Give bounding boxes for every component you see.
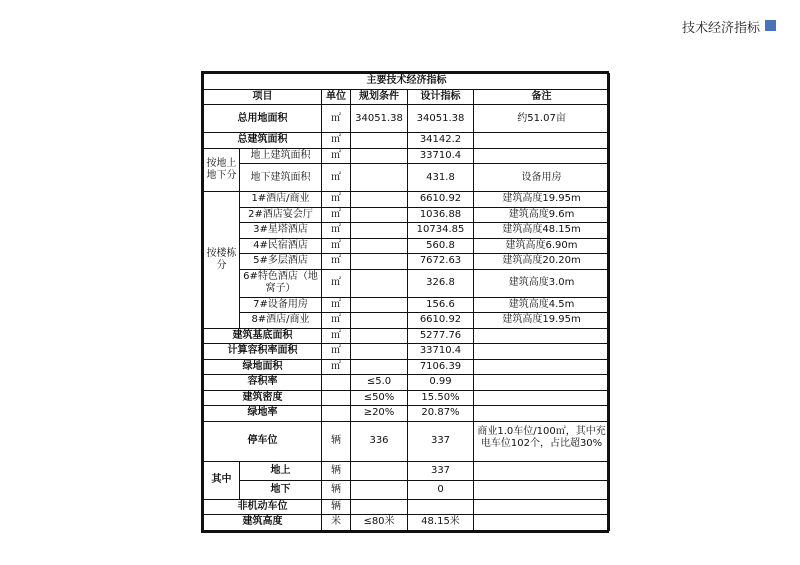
row-design: 431.8	[408, 164, 474, 192]
row-note: 约51.07亩	[474, 105, 610, 133]
row-label: 1#酒店/商业	[240, 192, 322, 208]
row-design: 6610.92	[408, 313, 474, 329]
row-note	[474, 133, 610, 149]
row-unit: ㎡	[322, 223, 351, 239]
tech-econ-table	[201, 71, 609, 533]
header-square-icon	[765, 20, 776, 31]
row-label: 地上建筑面积	[240, 148, 322, 164]
row-design: 7672.63	[408, 254, 474, 270]
row-design: 337	[408, 421, 474, 461]
row-label: 地上	[240, 461, 322, 480]
row-unit: 辆	[322, 499, 351, 515]
row-note	[474, 499, 610, 515]
row-plan	[351, 207, 408, 223]
row-plan	[351, 344, 408, 360]
row-note: 建筑高度4.5m	[474, 297, 610, 313]
row-note	[474, 515, 610, 531]
row-note	[474, 375, 610, 391]
row-note: 建筑高度3.0m	[474, 269, 610, 297]
row-plan	[351, 313, 408, 329]
row-label: 绿地率	[204, 406, 322, 422]
row-design: 6610.92	[408, 192, 474, 208]
row-note	[474, 328, 610, 344]
row-label: 容积率	[204, 375, 322, 391]
row-label: 地下建筑面积	[240, 164, 322, 192]
row-plan	[351, 269, 408, 297]
row-unit	[322, 375, 351, 391]
row-label: 3#星塔酒店	[240, 223, 322, 239]
row-label: 总用地面积	[204, 105, 322, 133]
row-label: 建筑密度	[204, 390, 322, 406]
row-plan	[351, 461, 408, 480]
row-note	[474, 390, 610, 406]
row-note: 建筑高度9.6m	[474, 207, 610, 223]
row-label: 计算容积率面积	[204, 344, 322, 360]
row-unit: 米	[322, 515, 351, 531]
row-design: 0.99	[408, 375, 474, 391]
row-plan	[351, 254, 408, 270]
row-note: 建筑高度19.95m	[474, 313, 610, 329]
row-design: 326.8	[408, 269, 474, 297]
table-caption: 主要技术经济指标	[204, 74, 610, 90]
row-design: 5277.76	[408, 328, 474, 344]
row-unit: ㎡	[322, 254, 351, 270]
row-label: 地下	[240, 480, 322, 499]
col-header-unit: 单位	[322, 89, 351, 105]
row-unit	[322, 390, 351, 406]
row-plan	[351, 223, 408, 239]
row-design: 7106.39	[408, 359, 474, 375]
row-label: 5#多层酒店	[240, 254, 322, 270]
row-label: 6#特色酒店（地窝子）	[240, 269, 322, 297]
row-unit: ㎡	[322, 269, 351, 297]
row-label: 8#酒店/商业	[240, 313, 322, 329]
row-note: 建筑高度19.95m	[474, 192, 610, 208]
row-design: 156.6	[408, 297, 474, 313]
row-label: 绿地面积	[204, 359, 322, 375]
header-title: 技术经济指标	[681, 21, 760, 36]
row-note	[474, 148, 610, 164]
row-note: 建筑高度6.90m	[474, 238, 610, 254]
row-plan	[351, 238, 408, 254]
row-unit: ㎡	[322, 313, 351, 329]
group-label: 按楼栋分	[204, 192, 240, 329]
row-note: 建筑高度20.20m	[474, 254, 610, 270]
row-label: 建筑高度	[204, 515, 322, 531]
row-design: 33710.4	[408, 344, 474, 360]
row-design: 34051.38	[408, 105, 474, 133]
row-label: 4#民宿酒店	[240, 238, 322, 254]
row-unit: ㎡	[322, 148, 351, 164]
row-plan	[351, 499, 408, 515]
row-unit: ㎡	[322, 297, 351, 313]
col-header-design: 设计指标	[408, 89, 474, 105]
row-unit: 辆	[322, 480, 351, 499]
row-design: 33710.4	[408, 148, 474, 164]
row-note: 设备用房	[474, 164, 610, 192]
row-label: 建筑基底面积	[204, 328, 322, 344]
row-plan	[351, 297, 408, 313]
col-header-item: 项目	[204, 89, 322, 105]
row-plan	[351, 148, 408, 164]
group-label: 其中	[204, 461, 240, 499]
row-plan: 336	[351, 421, 408, 461]
row-unit: 辆	[322, 421, 351, 461]
row-plan	[351, 192, 408, 208]
row-plan	[351, 328, 408, 344]
col-header-note: 备注	[474, 89, 610, 105]
row-note: 商业1.0车位/100㎡，其中充电车位102个，占比超30%	[474, 421, 610, 461]
row-unit: ㎡	[322, 133, 351, 149]
row-note	[474, 344, 610, 360]
row-plan	[351, 359, 408, 375]
row-design: 560.8	[408, 238, 474, 254]
row-label: 总建筑面积	[204, 133, 322, 149]
row-unit: 辆	[322, 461, 351, 480]
row-plan: ≤5.0	[351, 375, 408, 391]
row-design	[408, 499, 474, 515]
row-unit: ㎡	[322, 164, 351, 192]
row-plan	[351, 133, 408, 149]
row-plan: ≤50%	[351, 390, 408, 406]
row-design: 15.50%	[408, 390, 474, 406]
row-unit: ㎡	[322, 192, 351, 208]
row-unit: ㎡	[322, 344, 351, 360]
row-design: 337	[408, 461, 474, 480]
row-design: 20.87%	[408, 406, 474, 422]
row-note: 建筑高度48.15m	[474, 223, 610, 239]
row-label: 非机动车位	[204, 499, 322, 515]
row-label: 7#设备用房	[240, 297, 322, 313]
row-design: 1036.88	[408, 207, 474, 223]
row-unit: ㎡	[322, 359, 351, 375]
row-unit: ㎡	[322, 105, 351, 133]
row-note	[474, 461, 610, 480]
row-note	[474, 406, 610, 422]
col-header-plan: 规划条件	[351, 89, 408, 105]
row-label: 停车位	[204, 421, 322, 461]
group-label: 按地上地下分	[204, 148, 240, 192]
row-design: 48.15米	[408, 515, 474, 531]
row-unit: ㎡	[322, 328, 351, 344]
row-unit	[322, 406, 351, 422]
row-unit: ㎡	[322, 207, 351, 223]
row-plan	[351, 480, 408, 499]
row-design: 0	[408, 480, 474, 499]
row-plan: 34051.38	[351, 105, 408, 133]
row-label: 2#酒店宴会厅	[240, 207, 322, 223]
row-unit: ㎡	[322, 238, 351, 254]
row-design: 34142.2	[408, 133, 474, 149]
row-plan: ≤80米	[351, 515, 408, 531]
row-design: 10734.85	[408, 223, 474, 239]
row-note	[474, 359, 610, 375]
row-plan	[351, 164, 408, 192]
row-plan: ≥20%	[351, 406, 408, 422]
row-note	[474, 480, 610, 499]
